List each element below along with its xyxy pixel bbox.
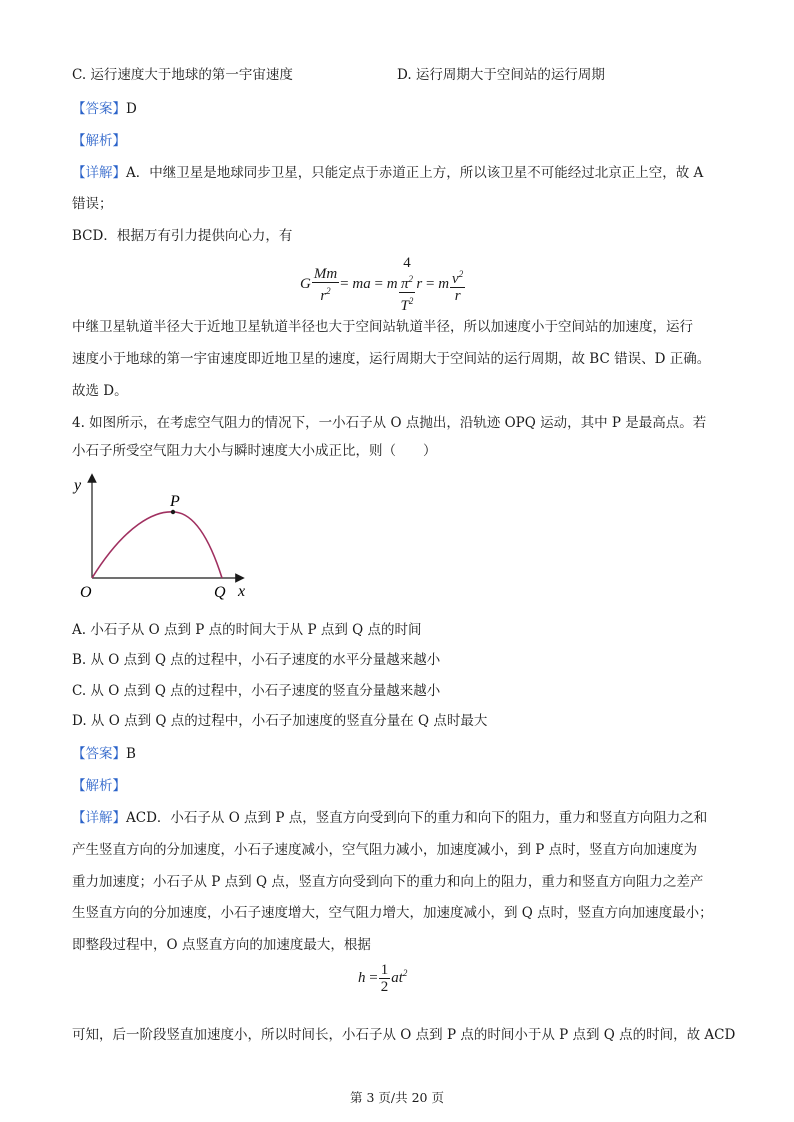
- answer-value: B: [126, 746, 136, 762]
- label-q: Q: [214, 584, 226, 601]
- label-y: y: [74, 477, 82, 494]
- q4-detail-line4: 生竖直方向的分加速度，小石子速度增大，空气阻力增大，加速度减小，到 Q 点时，竖直方向加速度最小；: [72, 905, 713, 921]
- q4-answer: 【答案】B: [72, 746, 136, 762]
- detail-tag: 详解: [85, 165, 113, 181]
- kinematics-equation: h = $\frac{1}{2}$ $at^2$: [358, 962, 408, 995]
- q4-stem-line1: 4. 如图所示，在考虑空气阻力的情况下，一小石子从 O 点抛出，沿轨迹 OPQ 运动，其中 P 是最高点。若: [72, 415, 707, 431]
- q4-option-d: D. 从 O 点到 Q 点的过程中，小石子加速度的竖直分量在 Q 点时最大: [72, 713, 488, 729]
- q4-detail-line2: 产生竖直方向的分加速度，小石子速度减小，空气阻力减小，加速度减小，到 P 点时，竖直方向加速度为: [72, 842, 698, 858]
- q3-option-c: C. 运行速度大于地球的第一宇宙速度: [72, 67, 293, 83]
- q4-detail-line3: 重力加速度；小石子从 P 点到 Q 点，竖直方向受到向下的重力和向上的阻力，重力和竖直方向阻力之差产: [72, 874, 704, 890]
- q4-detail-line5: 即整段过程中，O 点竖直方向的加速度最大，根据: [72, 937, 371, 953]
- q4-option-a: A. 小石子从 O 点到 P 点的时间大于从 P 点到 Q 点的时间: [72, 622, 422, 638]
- trajectory-figure: [70, 470, 260, 605]
- q3-conclusion-line3: 故选 D。: [72, 383, 128, 399]
- detail-text: ACD．小石子从 O 点到 P 点，竖直方向受到向下的重力和向下的阻力，重力和竖直方向阻力之和: [126, 810, 708, 826]
- trajectory-curve: [92, 512, 222, 578]
- q3-analysis-heading: 【解析】: [72, 133, 126, 149]
- detail-tag: 详解: [85, 810, 113, 826]
- analysis-tag: 解析: [85, 133, 113, 149]
- q4-option-c: C. 从 O 点到 Q 点的过程中，小石子速度的竖直分量越来越小: [72, 683, 441, 699]
- q3-conclusion-line1: 中继卫星轨道半径大于近地卫星轨道半径也大于空间站轨道半径，所以加速度小于空间站的加速度，运行: [72, 319, 693, 335]
- q3-option-d: D. 运行周期大于空间站的运行周期: [397, 67, 605, 83]
- q4-stem-line2: 小石子所受空气阻力大小与瞬时速度大小成正比，则（ ）: [72, 443, 437, 459]
- detail-text: A．中继卫星是地球同步卫星，只能定点于赤道正上方，所以该卫星不可能经过北京正上空，故 A: [126, 165, 704, 181]
- q3-detail: 【详解】A．中继卫星是地球同步卫星，只能定点于赤道正上方，所以该卫星不可能经过北京正上空，故 A: [72, 165, 704, 181]
- answer-tag: 答案: [85, 746, 113, 762]
- q4-detail: 【详解】ACD．小石子从 O 点到 P 点，竖直方向受到向下的重力和向下的阻力，重力和竖直方向阻力之和: [72, 810, 708, 826]
- answer-tag: 答案: [85, 101, 113, 117]
- q4-detail-line6: 可知，后一阶段竖直加速度小，所以时间长，小石子从 O 点到 P 点的时间小于从 P 点到 Q 点的时间，故 ACD: [72, 1027, 736, 1043]
- q3-answer: 【答案】D: [72, 101, 137, 117]
- gravity-equation: G $\frac{Mm}{r^2}$ = ma = m 4 $\pi^2$ $T^2$ r = m $\frac{v^2}{r}$: [300, 255, 464, 314]
- label-p: P: [170, 493, 180, 510]
- q4-option-b: B. 从 O 点到 Q 点的过程中，小石子速度的水平分量越来越小: [72, 652, 441, 668]
- q3-detail-line3: BCD．根据万有引力提供向心力，有: [72, 228, 293, 244]
- q3-detail-line2: 错误；: [72, 196, 113, 212]
- answer-value: D: [126, 101, 137, 117]
- page-footer: 第 3 页/共 20 页: [350, 1090, 444, 1105]
- label-o: O: [80, 584, 92, 601]
- analysis-tag: 解析: [85, 778, 113, 794]
- label-x: x: [238, 583, 246, 600]
- q4-analysis-heading: 【解析】: [72, 778, 126, 794]
- q3-conclusion-line2: 速度小于地球的第一宇宙速度即近地卫星的速度，运行周期大于空间站的运行周期，故 BC 错误、D 正确。: [72, 351, 711, 367]
- point-p: [171, 510, 175, 514]
